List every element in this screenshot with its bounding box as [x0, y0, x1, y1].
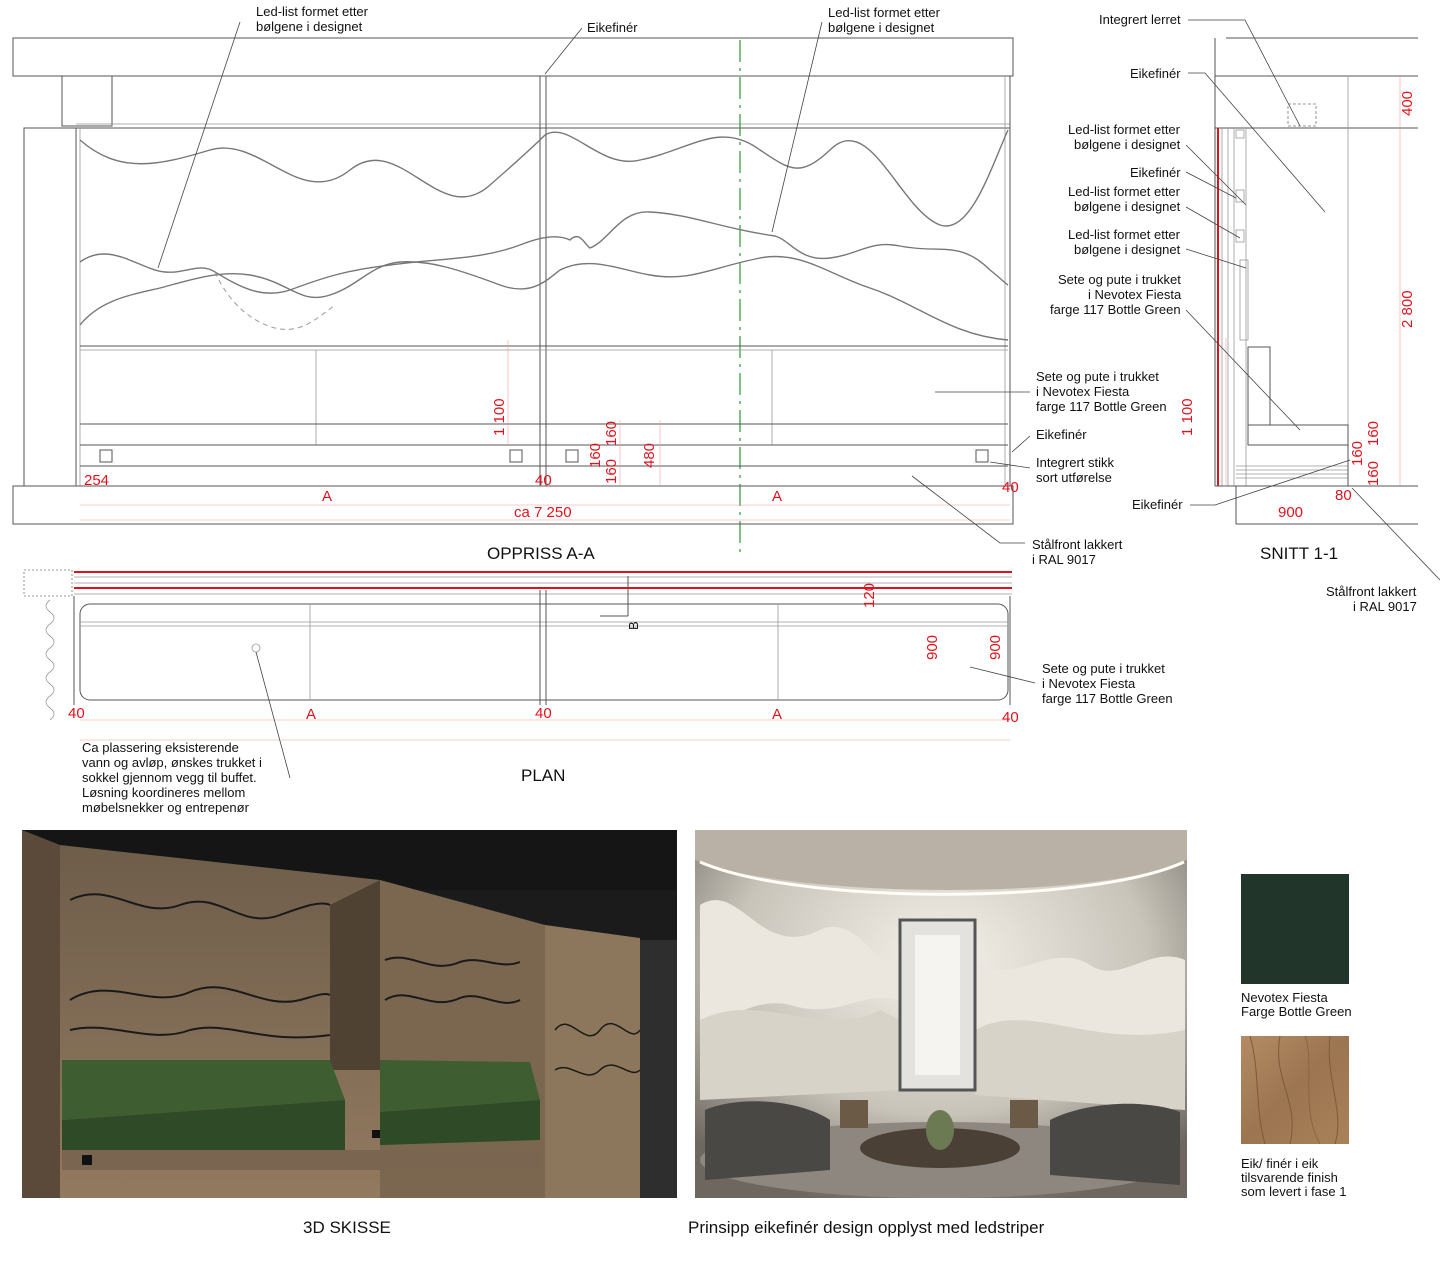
- socket-box: [100, 450, 112, 462]
- socket-box: [566, 450, 578, 462]
- section-marker-b: B: [626, 621, 641, 630]
- plumbing-note: Ca plassering eksisterende vann og avløp, ønskes trukket i sokkel gjennom vegg til buffet. Løsning koordineres mellom møbelsnekker og entrepenør: [82, 740, 262, 815]
- dim-a: A: [772, 706, 783, 723]
- dim-a: A: [306, 706, 317, 723]
- dim-40: 40: [535, 705, 552, 722]
- dim-254: 254: [84, 472, 110, 489]
- wave-line-1: [80, 130, 1008, 226]
- sketch-caption: 3D SKISSE: [303, 1218, 391, 1237]
- dim-480: 480: [641, 442, 658, 468]
- seat-label: Sete og pute i trukket i Nevotex Fiesta farge 117 Bottle Green: [1050, 272, 1182, 317]
- steel-label: Stålfront lakkert i RAL 9017: [1032, 537, 1123, 567]
- screen-label: Integrert lerret: [1099, 12, 1181, 27]
- plan-title: PLAN: [521, 766, 566, 785]
- socket-label: Integrert stikk sort utførelse: [1036, 455, 1115, 485]
- upper-block: [62, 76, 112, 126]
- dim-1100: 1 100: [1179, 398, 1196, 436]
- dim-120: 120: [861, 582, 878, 608]
- reference-caption: Prinsipp eikefinér design opplyst med ledstriper: [688, 1218, 1045, 1237]
- bench-outline: [80, 604, 1008, 700]
- led-label: Led-list formet etter bølgene i designet: [1068, 227, 1181, 257]
- dim-160: 160: [1365, 420, 1382, 446]
- dim-40: 40: [535, 472, 552, 489]
- dim-40: 40: [68, 705, 85, 722]
- dim-160: 160: [587, 442, 604, 468]
- fabric-caption: Nevotex Fiesta Farge Bottle Green: [1241, 990, 1352, 1019]
- dim-900: 900: [924, 634, 941, 660]
- reference-photo: [695, 830, 1187, 1198]
- led-label-right: Led-list formet etter bølgene i designet: [828, 5, 940, 35]
- oak-label: Eikefinér: [1132, 497, 1183, 512]
- dim-40: 40: [1002, 479, 1019, 496]
- oak-label-top: Eikefinér: [587, 20, 638, 35]
- dim-2800: 2 800: [1399, 290, 1416, 328]
- elevation-drawing: [13, 22, 1030, 552]
- dim-total: ca 7 250: [514, 504, 572, 521]
- dim-160: 160: [1365, 460, 1382, 486]
- oak-label: Eikefinér: [1130, 66, 1181, 81]
- ceiling-beam: [13, 38, 1013, 76]
- curtain-line: [46, 600, 54, 720]
- fabric-swatch: [1241, 874, 1349, 984]
- seat-label: Sete og pute i trukket i Nevotex Fiesta farge 117 Bottle Green: [1042, 661, 1173, 706]
- dim-1100: 1 100: [491, 398, 508, 436]
- seat-label: Sete og pute i trukket i Nevotex Fiesta farge 117 Bottle Green: [1036, 369, 1167, 414]
- dim-400: 400: [1399, 90, 1416, 116]
- dim-80: 80: [1335, 487, 1352, 504]
- led-label: Led-list formet etter bølgene i designet: [1068, 184, 1181, 214]
- section-title: SNITT 1-1: [1260, 544, 1339, 563]
- dim-a: A: [772, 488, 783, 505]
- oak-caption: Eik/ finér i eik tilsvarende finish som levert i fase 1: [1241, 1156, 1347, 1199]
- wave-line-3: [80, 256, 1008, 340]
- oak-label-low: Eikefinér: [1036, 427, 1087, 442]
- dim-a: A: [322, 488, 333, 505]
- dim-160: 160: [603, 458, 620, 484]
- led-label-left: Led-list formet etter bølgene i designet: [256, 4, 368, 34]
- elevation-title: OPPRISS A-A: [487, 544, 595, 563]
- steel-label: Stålfront lakkert i RAL 9017: [1326, 584, 1417, 614]
- dim-160: 160: [603, 420, 620, 446]
- left-column: [24, 128, 76, 486]
- dim-40: 40: [1002, 709, 1019, 726]
- oak-label: Eikefinér: [1130, 165, 1181, 180]
- socket-box: [976, 450, 988, 462]
- socket-box: [510, 450, 522, 462]
- dim-160: 160: [1349, 440, 1366, 466]
- dim-900: 900: [1278, 504, 1304, 521]
- led-label: Led-list formet etter bølgene i designet: [1068, 122, 1181, 152]
- dim-900: 900: [987, 634, 1004, 660]
- 3d-sketch-image: [22, 830, 677, 1198]
- oak-swatch: [1241, 1036, 1349, 1144]
- seat-back: [1248, 347, 1270, 425]
